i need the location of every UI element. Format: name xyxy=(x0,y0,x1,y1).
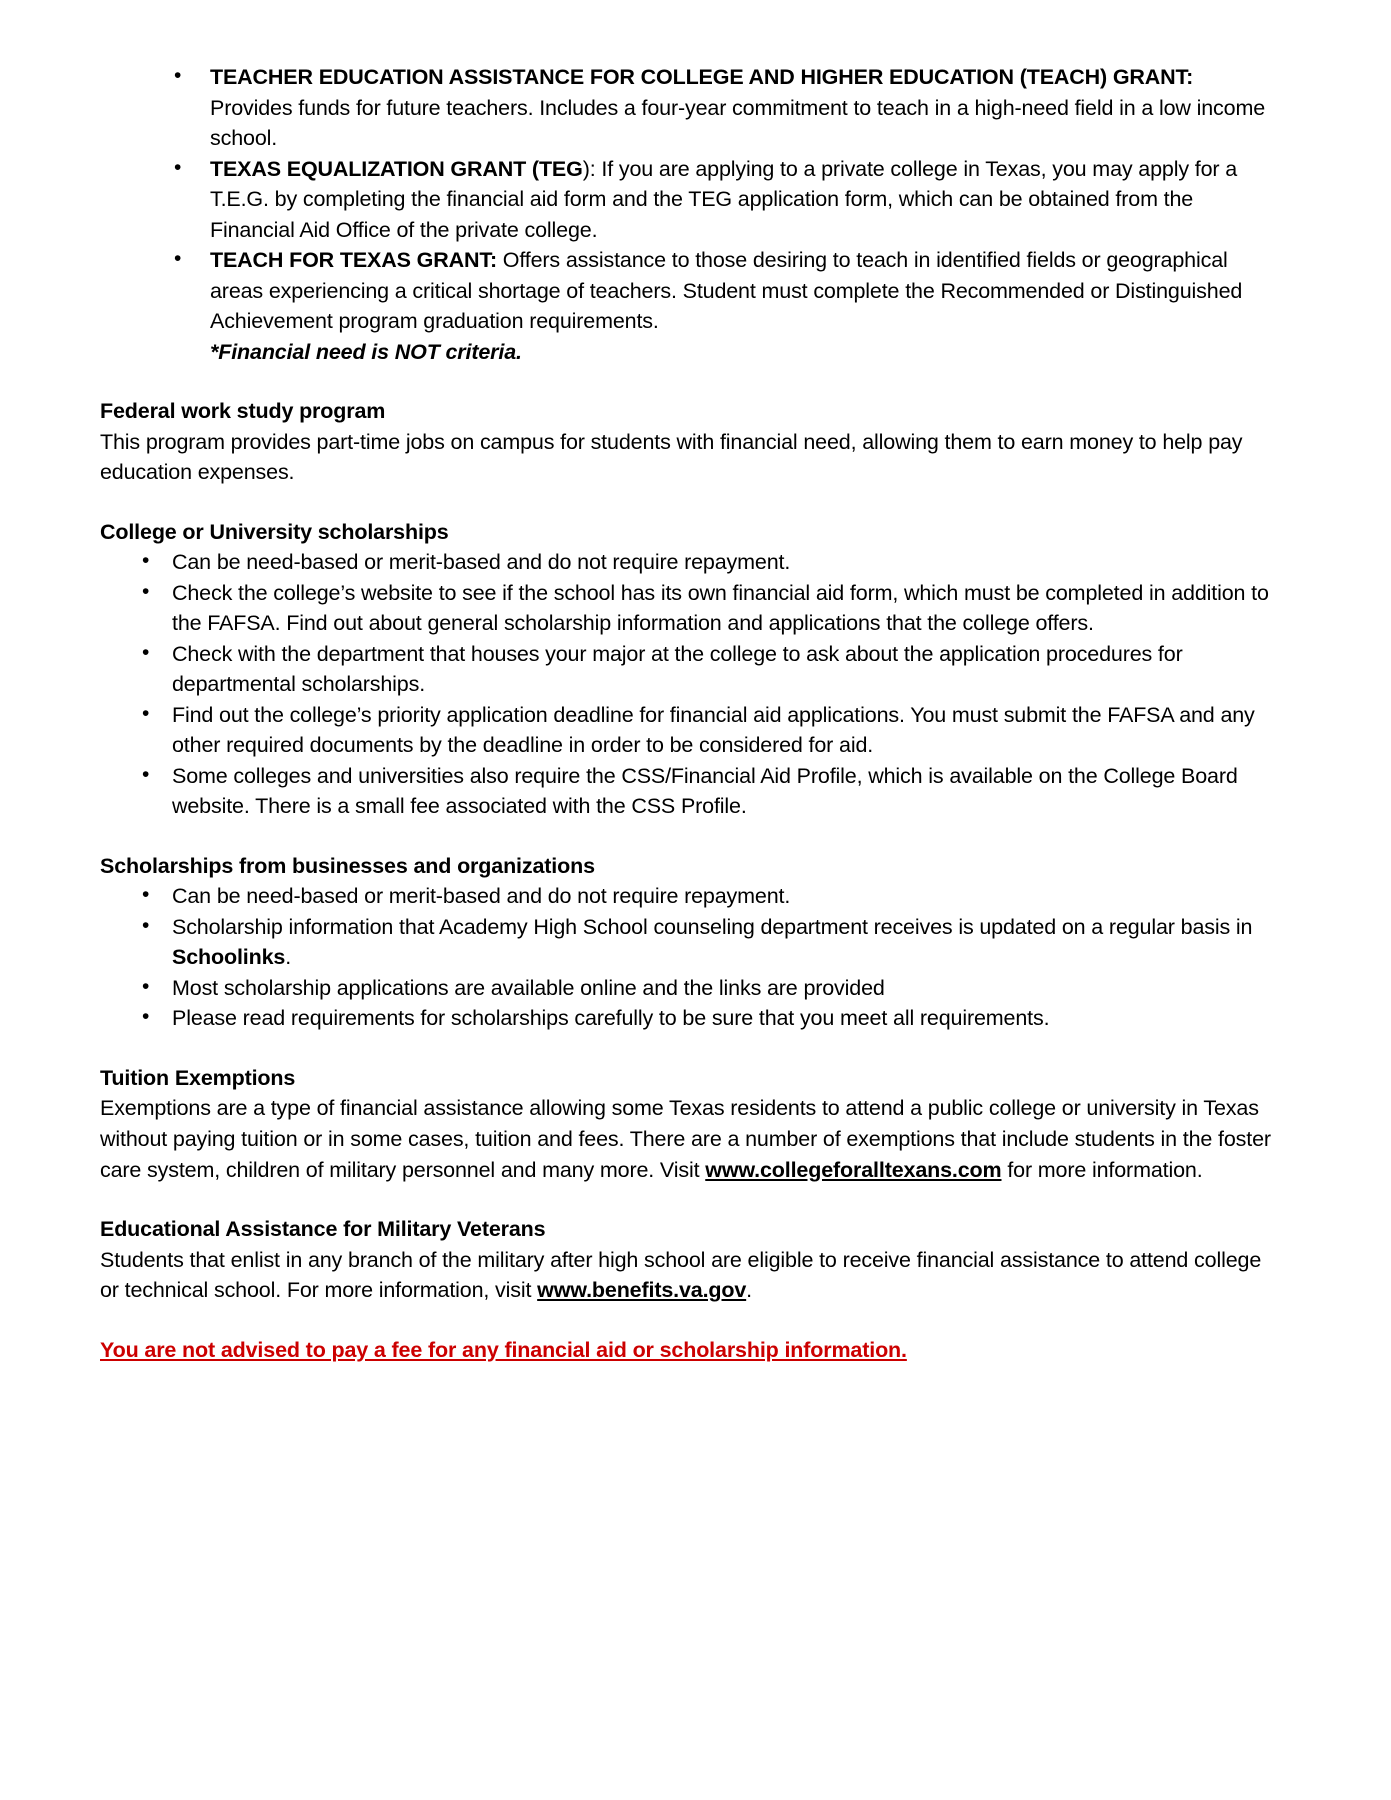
grant-body-teach-for-texas: Offers assistance to those desiring to teach in identified fields or geographical areas experiencing a critical shortage of teachers. Student must complete the Recommended or Distinguished Achievement program graduation requirements. xyxy=(210,248,1243,334)
paragraph-text-after: . xyxy=(746,1278,752,1303)
document-body xyxy=(100,62,1273,1365)
spacer xyxy=(100,1034,1273,1063)
list-item xyxy=(100,912,1273,973)
warning-notice: You are not advised to pay a fee for any financial aid or scholarship information. xyxy=(100,1337,907,1362)
heading-college-scholarships: College or University scholarships xyxy=(100,519,449,544)
heading-military-veterans: Educational Assistance for Military Veterans xyxy=(100,1217,546,1242)
bullet-text: Find out the college’s priority application deadline for financial aid applications. You must submit the FAFSA and any other required documents by the deadline in order to be considered for aid. xyxy=(172,702,1255,758)
bullet-text-after: . xyxy=(285,945,292,970)
grant-body-teg: If you are applying to a private college in Texas, you may apply for a T.E.G. by completing the financial aid form and the TEG application form, which can be obtained from the Financial Aid Office of the private college. xyxy=(210,156,1238,242)
bullet-text: Can be need-based or merit-based and do not require repayment. xyxy=(172,550,791,575)
heading-business-scholarships: Scholarships from businesses and organizations xyxy=(100,853,595,878)
grant-title-teach: TEACHER EDUCATION ASSISTANCE FOR COLLEGE AND HIGHER EDUCATION (TEACH) GRANT: xyxy=(210,65,1194,89)
spacer xyxy=(100,367,1273,396)
grant-title-teg-tail: ): xyxy=(582,156,596,181)
paragraph-federal-work-study: This program provides part-time jobs on campus for students with financial need, allowing them to earn money to help pay education expenses. xyxy=(100,429,1243,485)
list-item xyxy=(100,245,1273,367)
bullet-text: Check the college’s website to see if the school has its own financial aid form, which must be completed in addition to the FAFSA. Find out about general scholarship information and applications that the college offers. xyxy=(172,580,1269,636)
list-item xyxy=(100,1003,1273,1034)
spacer xyxy=(100,488,1273,517)
link-collegeforalltexans[interactable]: www.collegeforalltexans.com xyxy=(705,1157,1002,1182)
list-item xyxy=(100,700,1273,761)
spacer xyxy=(100,1306,1273,1335)
list-item xyxy=(100,578,1273,639)
list-item xyxy=(100,154,1273,246)
paragraph-military-veterans xyxy=(100,1245,1273,1306)
bullet-text-before: Scholarship information that Academy High School counseling department receives is updated on a regular basis in xyxy=(172,914,1253,939)
link-benefits-va-gov[interactable]: www.benefits.va.gov xyxy=(537,1278,747,1303)
paragraph-tuition-exemptions xyxy=(100,1093,1273,1185)
list-item xyxy=(100,547,1273,578)
grant-title-teach-for-texas: TEACH FOR TEXAS GRANT: xyxy=(210,248,497,273)
bullet-text: Please read requirements for scholarships carefully to be sure that you meet all requirements. xyxy=(172,1006,1050,1031)
heading-tuition-exemptions: Tuition Exemptions xyxy=(100,1065,296,1090)
spacer xyxy=(100,1185,1273,1214)
spacer xyxy=(100,822,1273,851)
grant-body-teach: Provides funds for future teachers. Includes a four-year commitment to teach in a high-need field in a low income school. xyxy=(210,95,1266,151)
paragraph-text-before: Students that enlist in any branch of the military after high school are eligible to receive financial assistance to attend college or technical school. For more information, visit xyxy=(100,1247,1262,1303)
grant-note-financial-need: *Financial need is NOT criteria. xyxy=(210,339,522,364)
heading-federal-work-study: Federal work study program xyxy=(100,399,386,424)
grant-title-teg: TEXAS EQUALIZATION GRANT (TEG xyxy=(210,156,583,181)
bullet-text: Can be need-based or merit-based and do not require repayment. xyxy=(172,884,791,909)
grant-bullet-list xyxy=(100,62,1273,367)
bullet-text: Most scholarship applications are available online and the links are provided xyxy=(172,975,885,1000)
list-item xyxy=(100,62,1273,154)
bullet-text: Check with the department that houses your major at the college to ask about the application procedures for departmental scholarships. xyxy=(172,641,1183,697)
list-item xyxy=(100,761,1273,822)
list-item xyxy=(100,639,1273,700)
bullet-text: Some colleges and universities also require the CSS/Financial Aid Profile, which is available on the College Board website. There is a small fee associated with the CSS Profile. xyxy=(172,763,1238,819)
business-scholarships-bullet-list xyxy=(100,881,1273,1034)
list-item xyxy=(100,973,1273,1004)
paragraph-text-before: Exemptions are a type of financial assistance allowing some Texas residents to attend a public college or university in Texas without paying tuition or in some cases, tuition and fees. There are a number of exemptions that include students in the foster care system, children of military personnel and many more. Visit xyxy=(100,1096,1271,1182)
paragraph-text-after: for more information. xyxy=(1001,1157,1203,1182)
college-scholarships-bullet-list xyxy=(100,547,1273,822)
schoolinks-emphasis: Schoolinks xyxy=(172,945,286,970)
list-item xyxy=(100,881,1273,912)
